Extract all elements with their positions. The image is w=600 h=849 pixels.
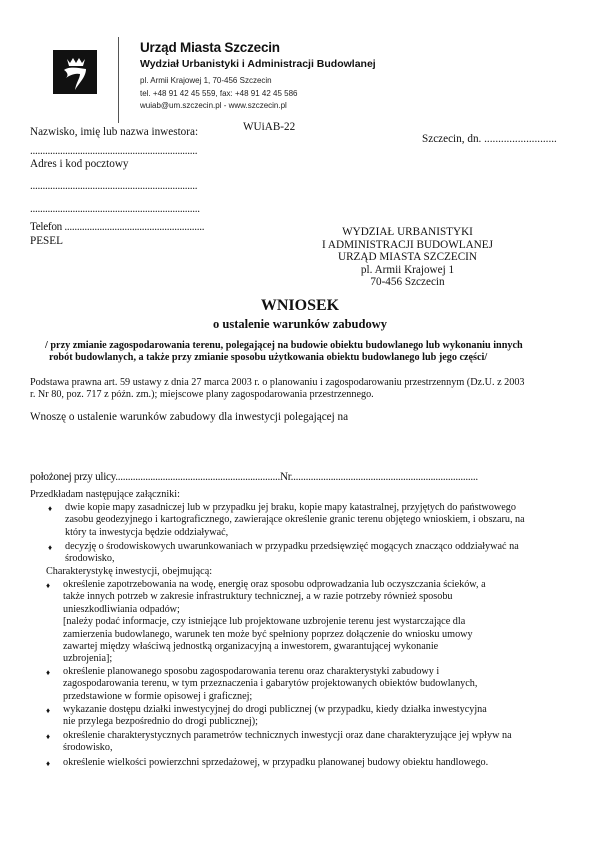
org-address: pl. Armii Krajowej 1, 70-456 Szczecin <box>140 76 272 85</box>
item-line: określenie zapotrzebowania na wodę, energię oraz sposobu odprowadzania lub oczyszczania ścieków, a <box>63 579 486 590</box>
attachments-label: Przedkładam następujące załączniki: <box>30 489 180 500</box>
recipient-line: WYDZIAŁ URBANISTYKI <box>342 226 473 238</box>
item-line: także innych potrzeb w zakresie infrastruktury technicznej, a w razie potrzeby również sposobu <box>63 591 453 603</box>
scope-note <box>45 340 585 365</box>
recipient-line: pl. Armii Krajowej 1 <box>360 263 455 276</box>
date-field[interactable]: Szczecin, dn. .......................... <box>422 133 557 145</box>
item-line: przedstawione w formie opisowej i graficznej; <box>63 690 253 702</box>
item-line: który ta inwestycja będzie oddziaływać, <box>65 526 229 538</box>
item-line: środowisko, <box>63 742 113 754</box>
recipient-line: URZĄD MIASTA SZCZECIN <box>338 251 477 264</box>
city-logo <box>53 50 97 94</box>
attachment-item <box>48 502 572 539</box>
characteristics-item <box>46 579 576 666</box>
header-divider <box>118 37 119 123</box>
item-line: dwie kopie mapy zasadniczej lub w przypadku jej braku, kopie mapy katastralnej, przyjętych do państwowego <box>65 502 516 513</box>
applicant-phone-field[interactable]: Telefon ........................................................ <box>30 221 205 233</box>
applicant-name-label: Nazwisko, imię lub nazwa inwestora: <box>30 126 199 138</box>
org-email-web: wuiab@um.szczecin.pl - www.szczecin.pl <box>140 101 287 110</box>
characteristics-item <box>46 704 576 729</box>
item-line: środowisko, <box>65 553 115 565</box>
item-line: zawartej między właściwą jednostką organizacyjną a inwestorem, gwarantującej wykonanie <box>63 641 439 653</box>
item-line: uzbrojenia]; <box>63 653 113 665</box>
applicant-name-field[interactable]: ................................................................... <box>30 145 198 157</box>
recipient-line: 70-456 Szczecin <box>370 276 445 289</box>
item-line: określenie charakterystycznych parametrów technicznych inwestycji oraz dane charakteryzujące jej wpływ na <box>63 730 512 741</box>
legal-basis-line: Podstawa prawna art. 59 ustawy z dnia 27 marca 2003 r. o planowaniu i zagospodarowaniu przestrzennym (Dz.U. z 2003 <box>30 377 525 388</box>
request-statement: Wnoszę o ustalenie warunków zabudowy dla inwestycji polegającej na <box>30 411 349 423</box>
characteristics-item <box>46 757 576 769</box>
applicant-address-field-2[interactable]: .................................................................... <box>30 203 200 215</box>
bullet-icon: ♦ <box>46 706 51 715</box>
applicant-pesel-label: PESEL <box>30 235 63 247</box>
form-code: WUiAB-22 <box>243 121 296 133</box>
org-phone-fax: tel. +48 91 42 45 559, fax: +48 91 42 45 586 <box>140 89 298 98</box>
legal-basis <box>30 377 590 402</box>
griffin-crown-icon <box>53 50 97 94</box>
recipient-line: I ADMINISTRACJI BUDOWLANEJ <box>322 238 493 251</box>
item-line: nie przylega bezpośrednio do drogi publicznej); <box>63 716 258 728</box>
item-line: unieszkodliwiania odpadów; <box>63 603 180 615</box>
org-title: Urząd Miasta Szczecin <box>140 40 280 55</box>
item-line: wykazanie dostępu działki inwestycyjnej do drogi publicznej (w przypadku, kiedy działka inwestycyjna <box>63 704 487 715</box>
document-subtitle: o ustalenie warunków zabudowy <box>213 317 387 331</box>
scope-note-line: robót budowlanych, a także przy zmianie sposobu użytkowania obiektu budowlanego lub jego części/ <box>49 352 488 364</box>
item-line: decyzję o środowiskowych uwarunkowaniach w przypadku przedsięwzięć mogących znacząco oddziaływać na <box>65 541 519 552</box>
document-title: WNIOSEK <box>260 297 340 314</box>
bullet-icon: ♦ <box>46 581 51 590</box>
characteristics-label: Charakterystykę inwestycji, obejmującą: <box>46 566 213 577</box>
item-line: zamierzenia budowlanego, warunek ten może być spełniony poprzez dołączenie do wniosku umowy <box>63 628 473 640</box>
item-line: określenie wielkości powierzchni sprzedażowej, w przypadku planowanej budowy obiektu handlowego. <box>63 757 489 768</box>
item-line: [należy podać informacje, czy istniejące lub projektowane uzbrojenie terenu jest wystarczające dla <box>63 616 466 628</box>
scope-note-line: / przy zmianie zagospodarowania terenu, polegającej na budowie obiektu budowlanego lub wykonaniu innych <box>45 340 523 351</box>
applicant-address-label: Adres i kod pocztowy <box>30 158 129 170</box>
bullet-icon: ♦ <box>46 732 51 741</box>
characteristics-item <box>46 730 572 755</box>
attachment-item <box>48 541 572 566</box>
characteristics-item <box>46 666 576 703</box>
legal-basis-line: r. Nr 80, poz. 717 z późn. zm.); miejscowe plany zagospodarowania przestrzennego. <box>30 389 374 401</box>
item-line: zasobu geodezyjnego i kartograficznego, zawierające określenie granic terenu objętego wnioskiem, i obszaru, na <box>65 514 525 526</box>
street-number-field[interactable]: położonej przy ulicy..................................................................Nr........................................................................... <box>30 471 478 483</box>
bullet-icon: ♦ <box>46 759 51 768</box>
department-name: Wydział Urbanistyki i Administracji Budowlanej <box>140 58 376 70</box>
recipient-address <box>300 226 515 289</box>
bullet-icon: ♦ <box>46 668 51 677</box>
bullet-icon: ♦ <box>48 543 53 552</box>
bullet-icon: ♦ <box>48 504 53 513</box>
item-line: zagospodarowania terenu, w tym przeznaczenia i gabarytów projektowanych obiektów budowlanych, <box>63 678 478 690</box>
applicant-address-field-1[interactable]: ................................................................... <box>30 180 198 192</box>
item-line: określenie planowanego sposobu zagospodarowania terenu oraz charakterystyki zabudowy i <box>63 666 440 677</box>
